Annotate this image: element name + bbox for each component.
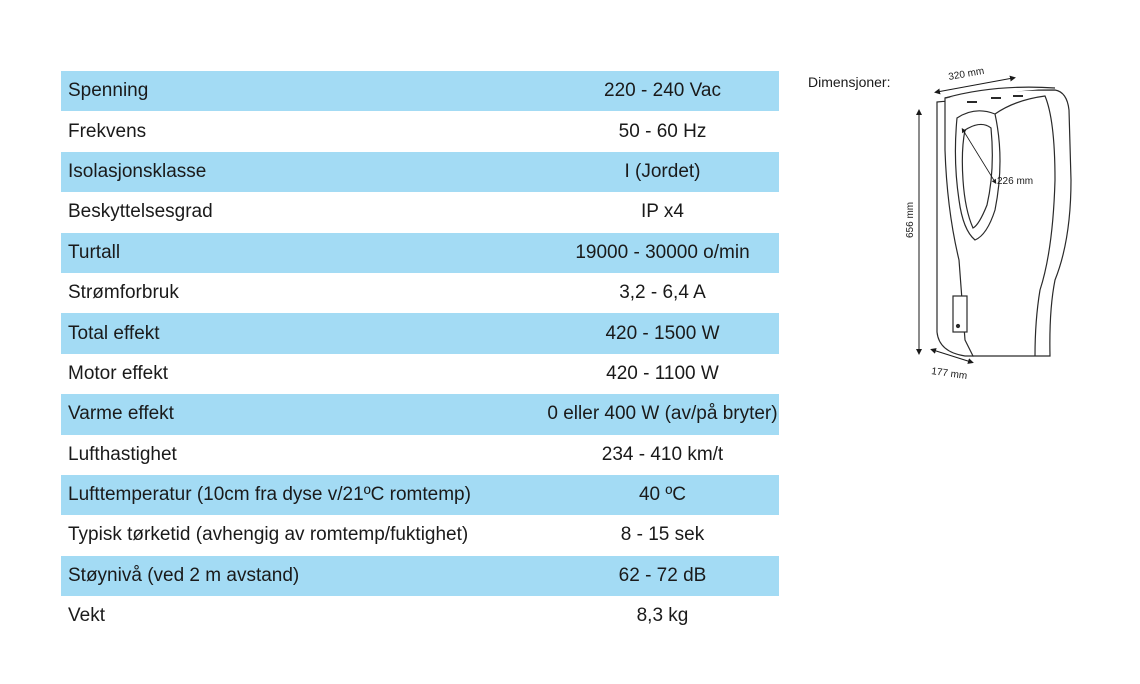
- spec-value: 420 - 1100 W: [606, 362, 719, 384]
- spec-row-total-effekt: [61, 313, 779, 353]
- spec-row-lufthastighet: [61, 435, 779, 475]
- spec-value: 19000 - 30000 o/min: [575, 241, 750, 263]
- spec-row-torketid: [61, 515, 779, 555]
- spec-label: Typisk tørketid (avhengig av romtemp/fuktighet): [68, 524, 469, 546]
- spec-label: Turtall: [68, 241, 121, 263]
- width-dimension-label: 320 mm: [947, 65, 986, 83]
- spec-row-vekt: [61, 596, 779, 636]
- spec-label: Total effekt: [68, 322, 160, 344]
- spec-label: Varme effekt: [68, 403, 174, 425]
- spec-label: Lufthastighet: [68, 443, 177, 465]
- spec-label: Vekt: [68, 605, 105, 627]
- spec-row-frekvens: [61, 111, 779, 151]
- hand-dryer-illustration: [937, 87, 1071, 356]
- opening-dimension-label: 226 mm: [997, 176, 1034, 187]
- spec-label: Strømforbruk: [68, 282, 179, 304]
- spec-value: 8 - 15 sek: [620, 524, 705, 546]
- spec-value: 50 - 60 Hz: [618, 120, 707, 142]
- spec-row-stromforbruk: [61, 273, 779, 313]
- spec-label: Beskyttelsesgrad: [68, 201, 213, 223]
- spec-row-isolasjonsklasse: [61, 152, 779, 192]
- spec-value: 3,2 - 6,4 A: [619, 282, 706, 304]
- spec-row-beskyttelsesgrad: [61, 192, 779, 232]
- spec-value: 8,3 kg: [636, 605, 689, 627]
- spec-label: Støynivå (ved 2 m avstand): [68, 564, 300, 586]
- spec-label: Spenning: [68, 80, 149, 102]
- spec-label: Motor effekt: [68, 362, 168, 384]
- spec-value: 420 - 1500 W: [605, 322, 720, 344]
- spec-value: 234 - 410 km/t: [601, 443, 724, 465]
- depth-dimension-label: 177 mm: [930, 366, 968, 382]
- spec-row-spenning: [61, 71, 779, 111]
- spec-label: Isolasjonsklasse: [68, 160, 207, 182]
- spec-row-stoyniva: [61, 556, 779, 596]
- hand-dryer-dimension-diagram: [895, 60, 1135, 390]
- spec-value: 0 eller 400 W (av/på bryter): [547, 403, 778, 425]
- spec-value: 62 - 72 dB: [618, 564, 707, 586]
- spec-row-turtall: [61, 233, 779, 273]
- spec-value: I (Jordet): [624, 160, 701, 182]
- spec-value: 220 - 240 Vac: [604, 80, 721, 102]
- spec-label: Frekvens: [68, 120, 147, 142]
- spec-label: Lufttemperatur (10cm fra dyse v/21ºC romtemp): [68, 484, 471, 506]
- spec-row-motor-effekt: [61, 354, 779, 394]
- specification-table: [61, 71, 779, 636]
- spec-row-lufttemperatur: [61, 475, 779, 515]
- height-dimension-label: 656 mm: [905, 201, 916, 238]
- spec-row-varme-effekt: [61, 394, 779, 434]
- dimensions-title: Dimensjoner:: [808, 74, 891, 90]
- spec-value: IP x4: [641, 201, 684, 223]
- spec-value: 40 ºC: [638, 484, 687, 506]
